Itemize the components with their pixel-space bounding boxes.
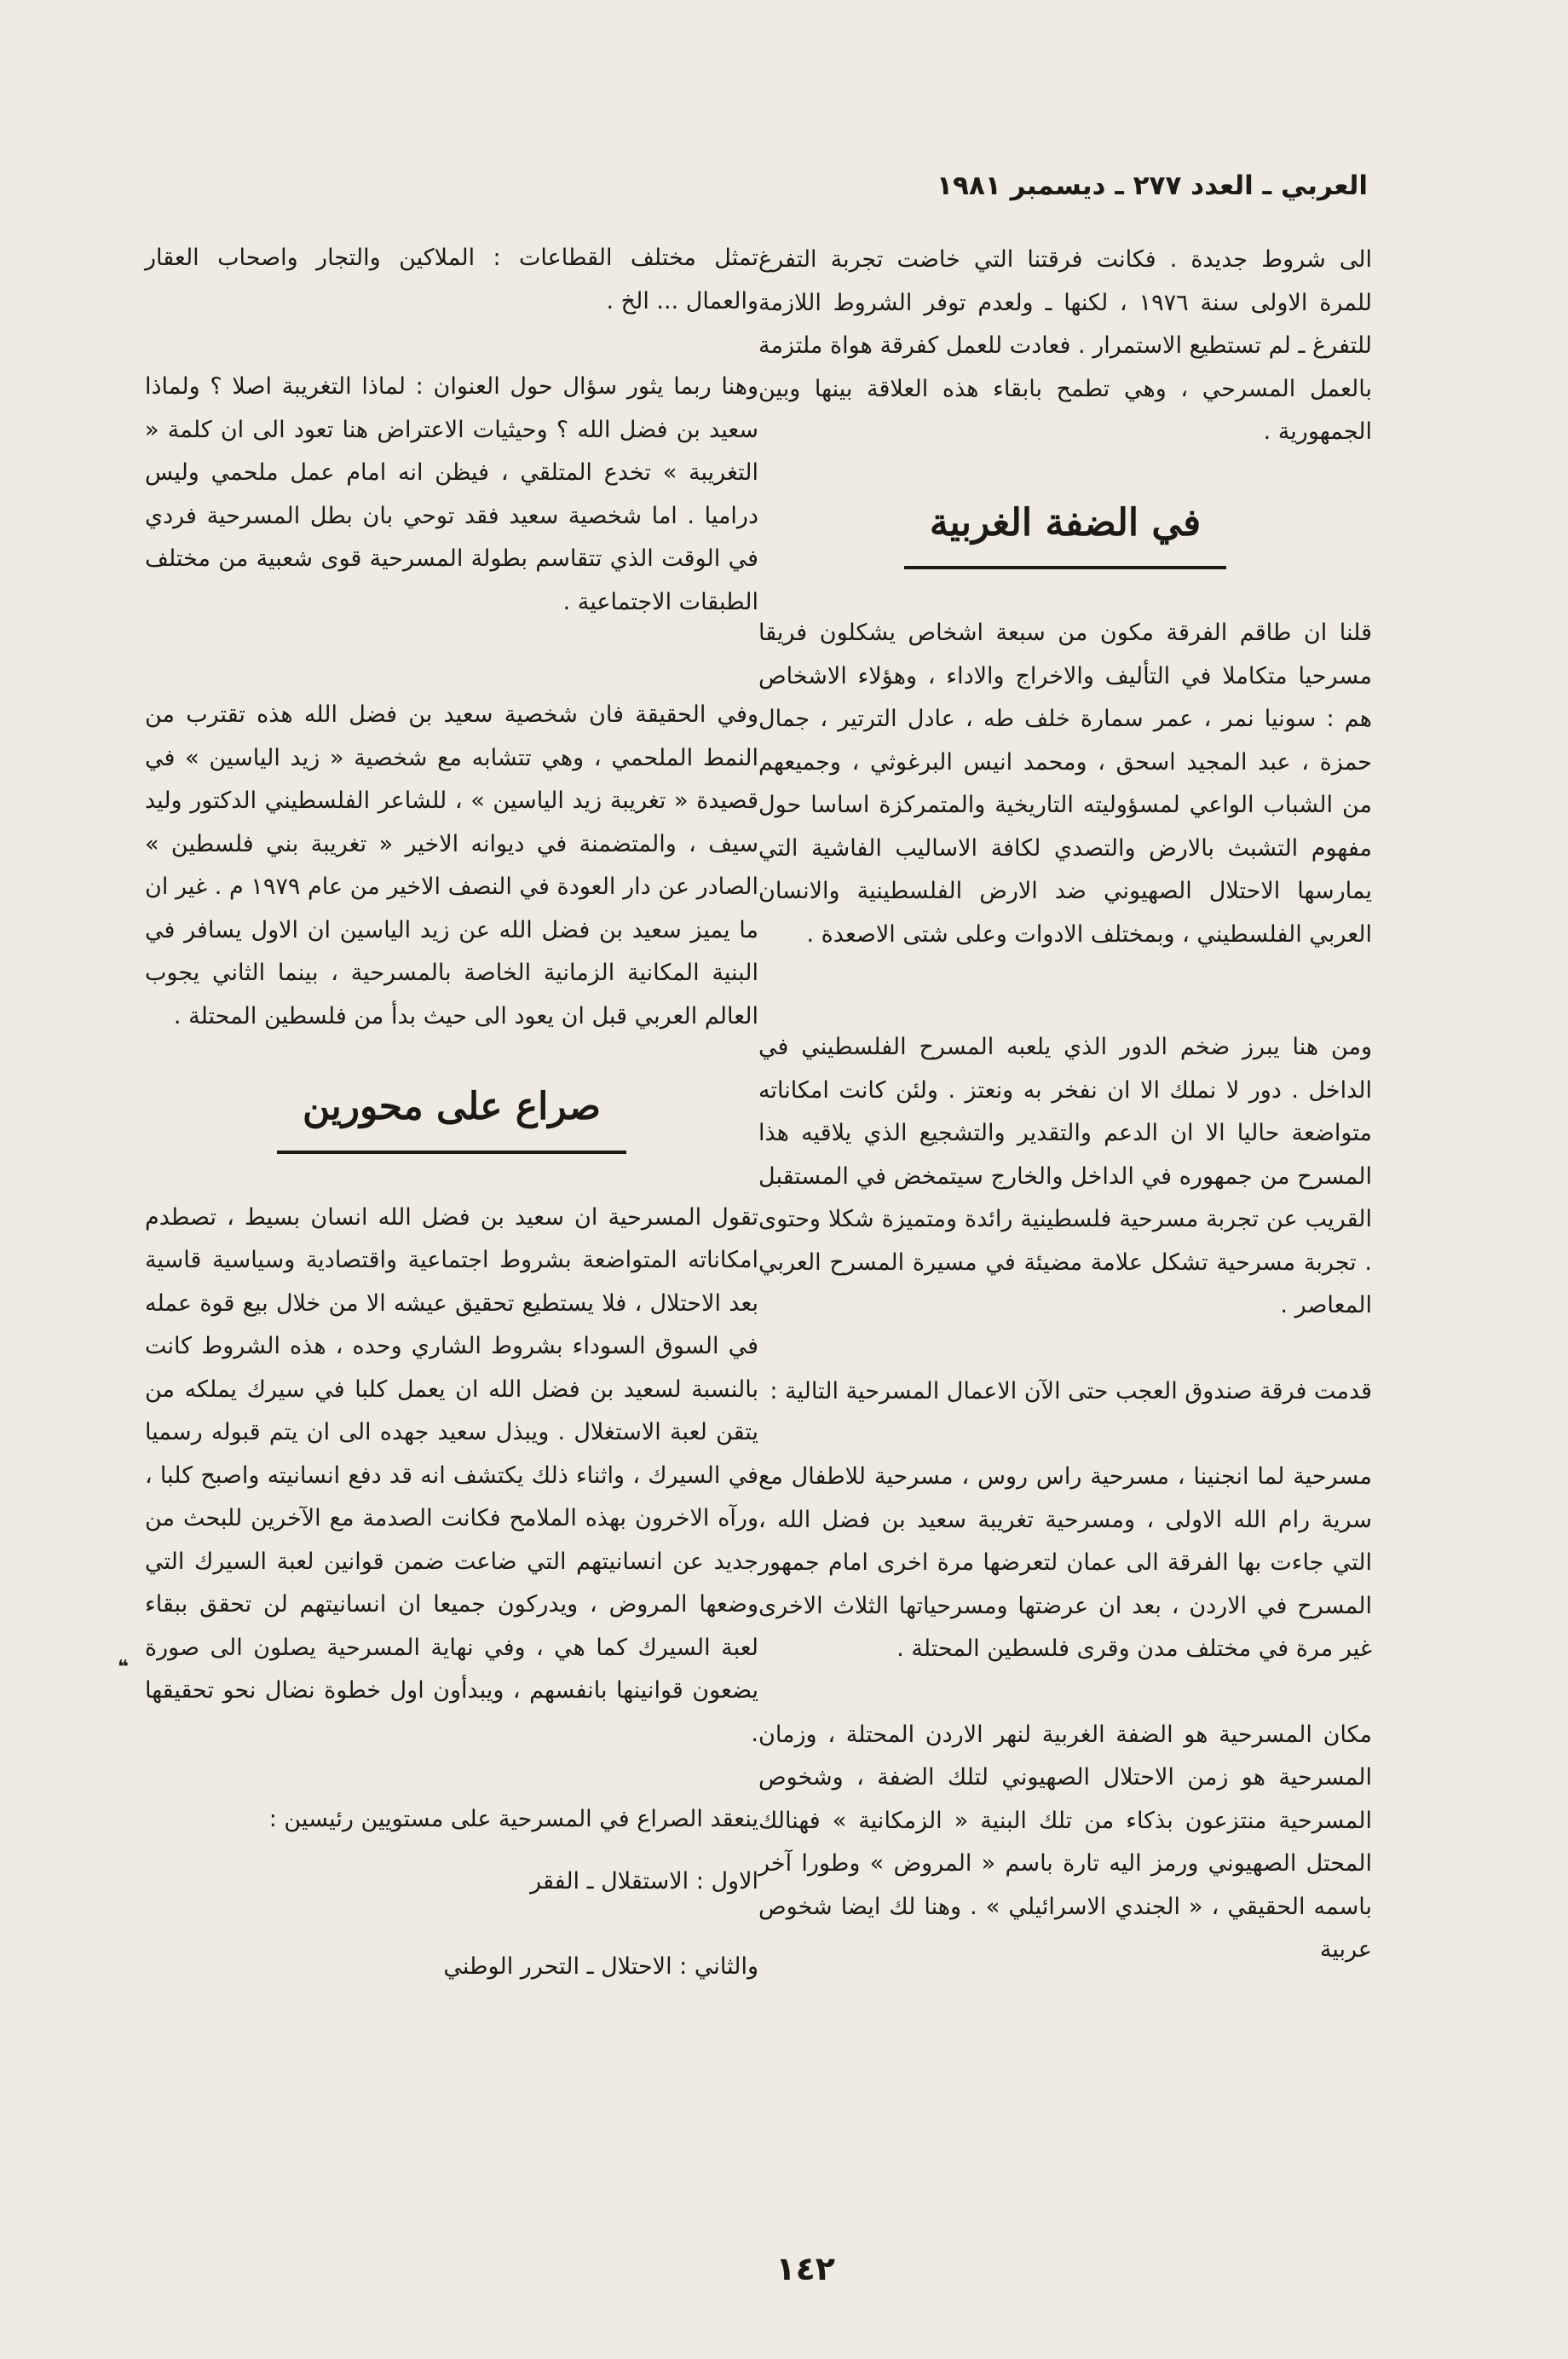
section-heading-wrap [145, 1081, 758, 1154]
left-column [145, 237, 758, 2032]
right-column [758, 239, 1372, 2015]
paragraph: مسرحية لما انجنينا ، مسرحية راس روس ، مسرحية للاطفال مع سرية رام الله الاولى ، ومسرحية تغريبة سعيد بن فضل الله ، التي جاءت بها الفرقة الى عمان لتعرضها مرة اخرى امام جمهور المسرح في الاردن ، بعد ان عرضتها ومسرحياتها الثلاث الاخرى غير مرة في مختلف مدن وقرى فلسطين المحتلة . [758, 1463, 1372, 1663]
list-item: والثاني : الاحتلال ـ التحرر الوطني [443, 1953, 758, 1981]
list-item: الاول : الاستقلال ـ الفقر [530, 1867, 758, 1895]
section-heading: في الضفة الغربية [904, 497, 1226, 570]
paragraph: تقول المسرحية ان سعيد بن فضل الله انسان بسيط ، تصطدم امكاناته المتواضعة بشروط اجتماعية واقتصادية وسياسية قاسية بعد الاحتلال ، فلا يستطيع تحقيق عيشه الا من خلال بيع قوة عمله في السوق السوداء بشروط الشاري وحده ، هذه الشروط كانت بالنسبة لسعيد بن فضل الله ان يعمل كلبا في سيرك يملكه من يتقن لعبة الاستغلال . ويبذل سعيد جهده الى ان يتم قبوله رسميا في السيرك ، واثناء ذلك يكتشف انه قد دفع انسانيته واصبح كلبا ، ورآه الاخرون بهذه الملامح فكانت الصدمة مع الآخرين للبحث من جديد عن انسانيتهم التي ضاعت ضمن قوانين لعبة السيرك التي وضعها المروض ، ويدركون جميعا ان انسانيتهم لن تحقق ببقاء لعبة السيرك كما هي ، وفي نهاية المسرحية يصلون الى صورة يضعون قوانينها بانفسهم ، ويبدأون اول خطوة نضال نحو تحقيقها . [145, 1203, 758, 1747]
paragraph: الى شروط جديدة . فكانت فرقتنا التي خاضت تجربة التفرغ للمرة الاولى سنة ١٩٧٦ ، لكنها ـ ولعدم توفر الشروط اللازمة للتفرغ ـ لم تستطيع الاستمرار . فعادت للعمل كفرقة هواة ملتزمة بالعمل المسرحي ، وهي تطمح بابقاء هذه العلاقة بينها وبين الجمهورية . [758, 246, 1373, 445]
paragraph: ينعقد الصراع في المسرحية على مستويين رئيسين : [268, 1806, 758, 1833]
section-heading: صراع على محورين [277, 1081, 626, 1154]
paragraph: قلنا ان طاقم الفرقة مكون من سبعة اشخاص يشكلون فريقا مسرحيا متكاملا في التأليف والاخراج والاداء ، وهؤلاء الاشخاص هم : سونيا نمر ، عمر سمارة خلف طه ، عادل الترتير ، جمال حمزة ، عبد المجيد اسحق ، ومحمد انيس البرغوثي ، وجميعهم من الشباب الواعي لمسؤوليته التاريخية والمتمركزة اساسا حول مفهوم التشبث بالارض والتصدي لكافة الاساليب الفاشية التي يمارسها الاحتلال الصهيوني ضد الارض الفلسطينية والانسان العربي الفلسطيني ، وبمختلف الادوات وعلى شتى الاصعدة . [758, 620, 1372, 948]
paragraph: وهنا ربما يثور سؤال حول العنوان : لماذا التغريبة اصلا ؟ ولماذا سعيد بن فضل الله ؟ وحيثيات الاعتراض هنا تعود الى ان كلمة « التغريبة » تخدع المتلقي ، فيظن انه امام عمل ملحمي وليس دراميا . اما شخصية سعيد فقد توحي بان بطل المسرحية فردي في الوقت الذي تتقاسم بطولة المسرحية قوى شعبية من مختلف الطبقات الاجتماعية . [145, 373, 758, 615]
paragraph: ومن هنا يبرز ضخم الدور الذي يلعبه المسرح الفلسطيني في الداخل . دور لا نملك الا ان نفخر به ونعتز . ولئن كانت امكاناته متواضعة حاليا الا ان الدعم والتقدير والتشجيع الذي يلاقيه هذا المسرح من جمهوره في الداخل والخارج سيتمخض في المستقبل القريب عن تجربة مسرحية فلسطينية رائدة ومتميزة شكلا وحتوى . تجربة مسرحية تشكل علامة مضيئة في مسيرة المسرح العربي المعاصر . [758, 1034, 1372, 1319]
paragraph: وفي الحقيقة فان شخصية سعيد بن فضل الله هذه تقترب من النمط الملحمي ، وهي تتشابه مع شخصية « زيد الياسين » في قصيدة « تغريبة زيد الياسين » ، للشاعر الفلسطيني الدكتور وليد سيف ، والمتضمنة في ديوانه الاخير « تغريبة بني فلسطين » الصادر عن دار العودة في النصف الاخير من عام ١٩٧٩ م . غير ان ما يميز سعيد بن فضل الله عن زيد الياسين ان الاول يسافر في البنية المكانية الزمانية الخاصة بالمسرحية ، بينما الثاني يجوب العالم العربي قبل ان يعود الى حيث بدأ من فلسطين المحتلة . [145, 701, 758, 1030]
paragraph: تمثل مختلف القطاعات : الملاكين والتجار واصحاب العقار والعمال ... الخ . [145, 245, 758, 314]
paragraph: قدمت فرقة صندوق العجب حتى الآن الاعمال المسرحية التالية : [770, 1377, 1372, 1404]
page-number: ١٤٢ [775, 2250, 835, 2287]
margin-mark-icon: ❝ [118, 1657, 129, 1678]
section-heading-wrap [758, 497, 1372, 570]
paragraph: مكان المسرحية هو الضفة الغربية لنهر الاردن المحتلة ، وزمان المسرحية هو زمن الاحتلال الصهيوني لتلك الضفة ، وشخوص المسرحية منتزعون بذكاء من تلك البنية « الزمكانية » فهنالك المحتل الصهيوني ورمز اليه تارة باسم « المروض » وطورا آخر باسمه الحقيقي ، « الجندي الاسرائيلي » . وهنا لك ايضا شخوص عربية [758, 1721, 1372, 1964]
running-header: العربي ـ العدد ٢٧٧ ـ ديسمبر ١٩٨١ [937, 170, 1368, 201]
